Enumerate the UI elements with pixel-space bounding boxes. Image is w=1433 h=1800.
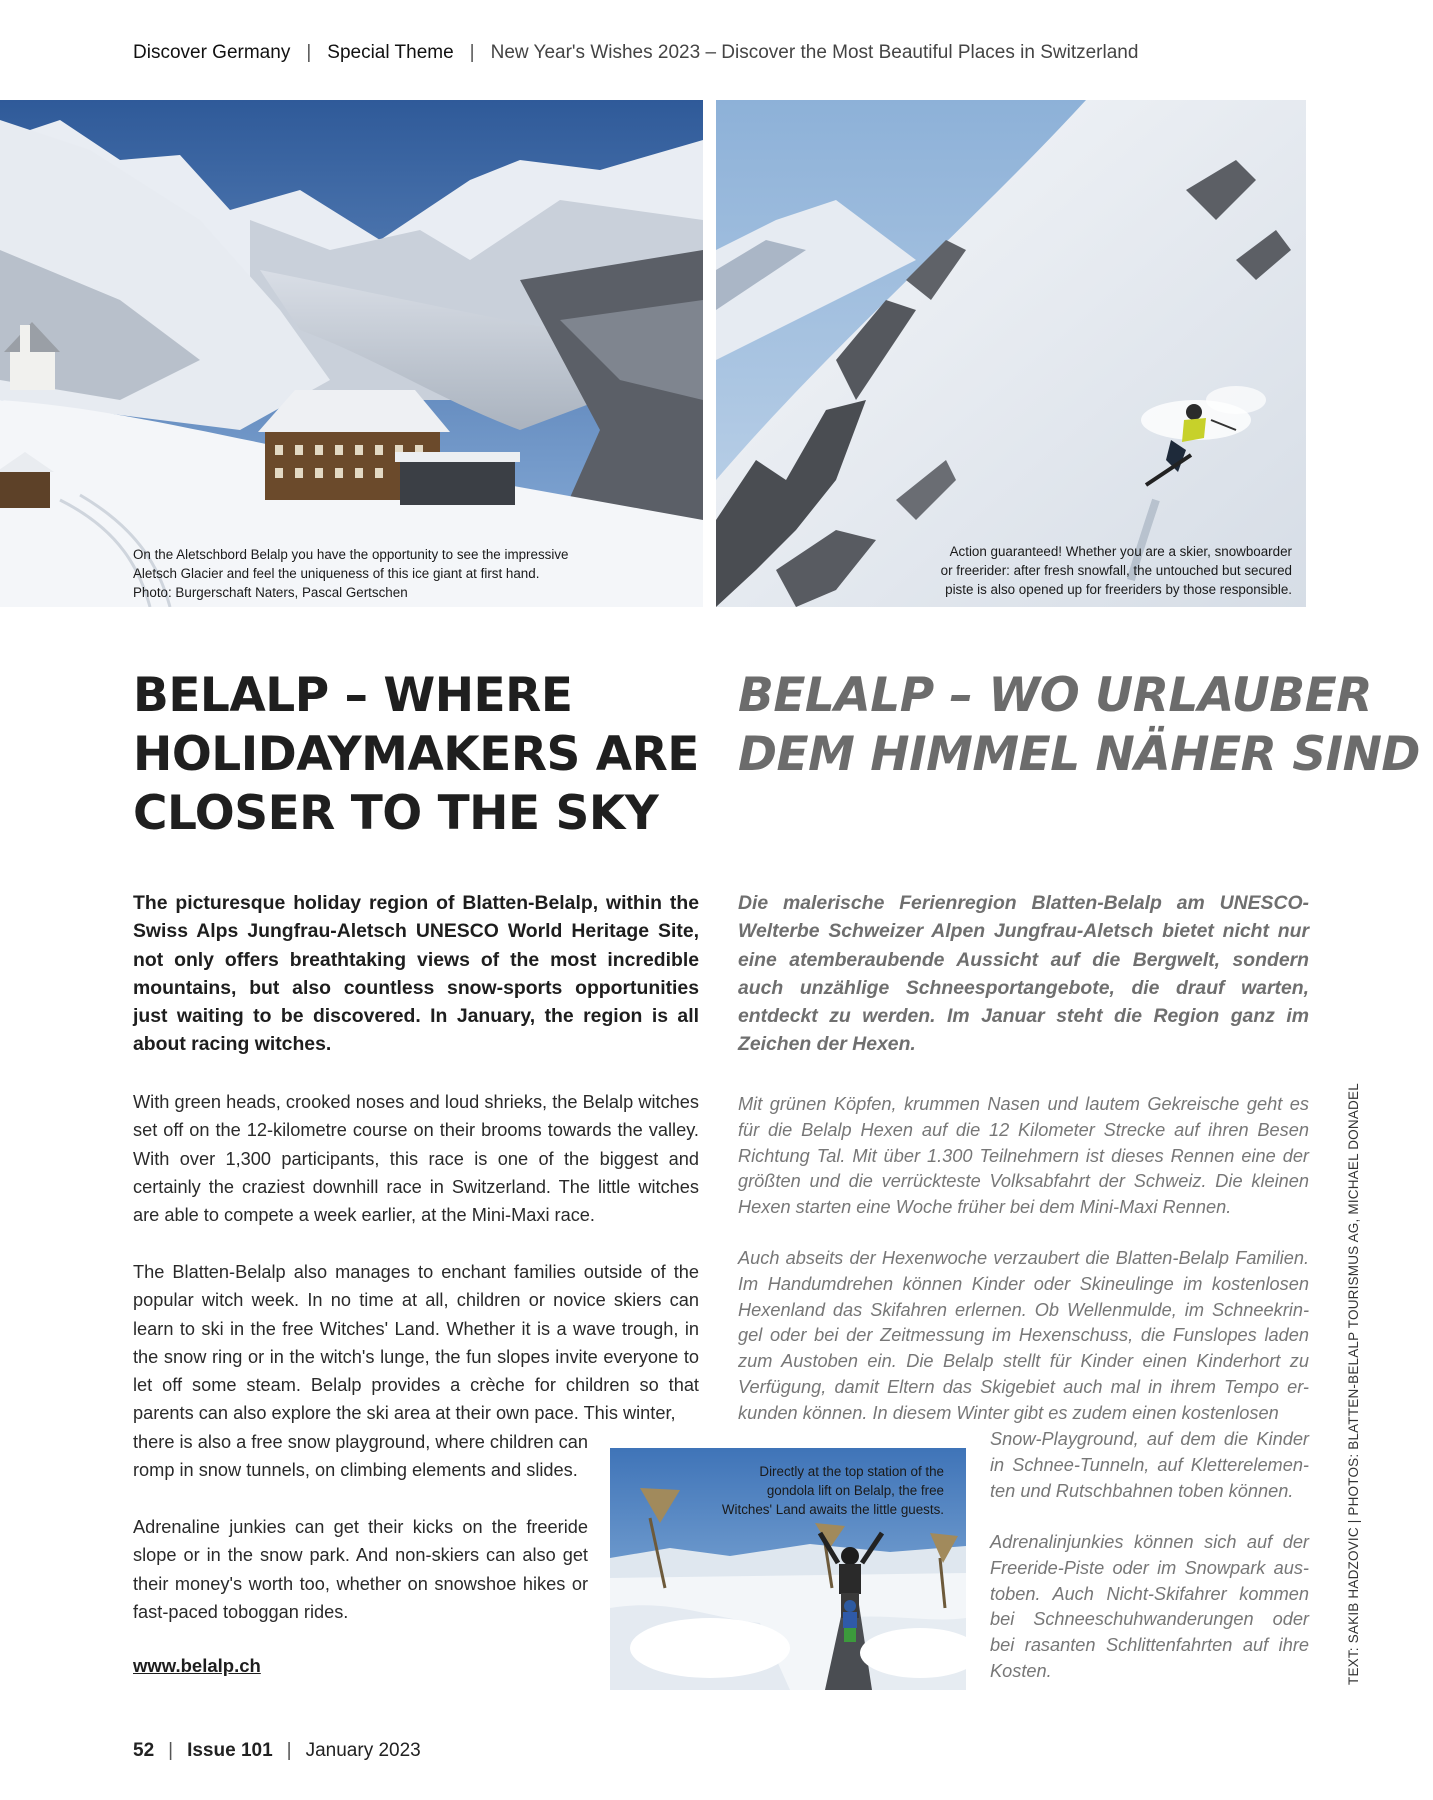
issue-date: January 2023	[305, 1740, 421, 1761]
header-topic: New Year's Wishes 2023 – Discover the Most Beautiful Places in Switzerland	[490, 42, 1139, 63]
photo-caption-inset	[722, 1462, 944, 1519]
page-footer	[133, 1740, 421, 1762]
photo-credit-vertical: TEXT: SAKIB HADZOVIC | PHOTOS: BLATTEN-BELALP TOURISMUS AG, MICHAEL DONADEL	[1346, 1083, 1361, 1685]
headline-line: DEM HIMMEL NÄHER SIND	[738, 727, 1420, 782]
headline-line: HOLIDAYMAKERS ARE	[133, 727, 699, 782]
photo-caption-left	[133, 545, 568, 602]
headline-de	[738, 666, 1420, 784]
photo-witches-land	[610, 1448, 966, 1690]
footer-divider: |	[168, 1740, 174, 1761]
photo-caption-right	[941, 542, 1292, 599]
headline-line: BELALP – WO URLAUBER	[738, 668, 1372, 723]
caption-line: Action guaranteed! Whether you are a skier, snowboarder	[949, 544, 1292, 559]
headline-en	[133, 666, 699, 843]
headline-line: CLOSER TO THE SKY	[133, 786, 659, 841]
photo-freerider-image	[716, 100, 1306, 607]
caption-line: Directly at the top station of the	[759, 1464, 944, 1479]
body-paragraph-de: Auch abseits der Hexenwoche verzaubert die Blatten-Belalp Familien. Im Handumdrehen können Kinder oder Skineulinge im kostenlosen Hexenland das Skifahren erlernen. Ob Wellenmulde, im Schneekrin-gel oder bei der Zeitmessung im Hexenschuss, die Funslopes laden zum Austoben ein. Die Belalp stellt für Kinder einen Kinderhort zu Verfügung, damit Eltern das Skigebiet auch mal in ihrem Tempo er-kunden können. In diesem Winter gibt es zudem einen kostenlosen	[738, 1248, 1309, 1423]
header-theme: Special Theme	[327, 42, 454, 63]
body-paragraph-en: Adrenaline junkies can get their kicks on the freeride slope or in the snow park. And non-skiers can also get their money's worth too, whether on snowshoe hikes or fast-paced toboggan rides.	[133, 1517, 588, 1622]
website-link[interactable]: www.belalp.ch	[133, 1655, 261, 1676]
body-paragraph-de: Mit grünen Köpfen, krummen Nasen und lautem Gekreische geht es für die Belalp Hexen auf die 12 Kilometer Strecke auf ihren Besen Richtung Tal. Mit über 1.300 Teilnehmern ist dieses Rennen eine der größten und die verrückteste Volksabfahrt der Schweiz. Die kleinen Hexen starten eine Woche früher bei dem Mini-Maxi Rennen.	[738, 1094, 1309, 1218]
photo-aletsch-glacier-image	[0, 100, 703, 607]
header-divider: |	[306, 42, 312, 63]
issue-number: Issue 101	[187, 1740, 273, 1761]
body-paragraph-de: Adrenalinjunkies können sich auf der Freeride-Piste oder im Snowpark aus-toben. Auch Nicht-Skifahrer kommen bei Schneeschuhwanderungen oder bei rasanten Schlittenfahrten auf ihre Kosten.	[990, 1532, 1309, 1681]
headline-line: BELALP – WHERE	[133, 668, 573, 723]
page-number: 52	[133, 1740, 155, 1761]
body-paragraph-en: The Blatten-Belalp also manages to enchant families outside of the popular witch week. In no time at all, children or novice skiers can learn to ski in the free Witches' Land. Whether it is a wave trough, in the snow ring or in the witch's lunge, the fun slopes invite everyone to let off some steam. Belalp provides a crèche for children so that parents can also explore the ski area at their own pace. This winter,	[133, 1262, 699, 1424]
body-paragraph-en: With green heads, crooked noses and loud shrieks, the Belalp witches set off on the 12-kilometre course on their brooms towards the valley. With over 1,300 participants, this race is one of the biggest and certainly the craziest downhill race in Switzerland. The little witches are able to compete a week earlier, at the Mini-Maxi race.	[133, 1092, 699, 1226]
caption-line: Witches' Land awaits the little guests.	[721, 1502, 944, 1517]
caption-line: Photo: Burgerschaft Naters, Pascal Gertschen	[133, 585, 408, 600]
caption-line: or freerider: after fresh snowfall, the untouched but secured	[940, 563, 1292, 578]
photo-freerider	[716, 100, 1306, 607]
header-section: Discover Germany	[133, 42, 291, 63]
body-paragraph-en: there is also a free snow playground, where children can romp in snow tunnels, on climbing elements and slides.	[133, 1432, 588, 1481]
caption-line: On the Aletschbord Belalp you have the opportunity to see the impressive	[133, 547, 569, 562]
header-divider: |	[469, 42, 475, 63]
caption-line: gondola lift on Belalp, the free	[766, 1483, 944, 1498]
body-paragraph-de: Snow-Playground, auf dem die Kinder in Schnee-Tunneln, auf Kletterelemen-ten und Rutschbahnen toben können.	[990, 1429, 1309, 1501]
caption-line: piste is also opened up for freeriders by those responsible.	[945, 582, 1292, 597]
lead-paragraph-en: The picturesque holiday region of Blatten-Belalp, within the Swiss Alps Jungfrau-Aletsch UNESCO World Heritage Site, not only offers breathtaking views of the most incredible mountains, but also countless snow-sports opportunities just waiting to be discovered. In January, the region is all about racing witches.	[133, 892, 699, 1056]
footer-divider: |	[286, 1740, 292, 1761]
photo-aletsch-glacier	[0, 100, 703, 607]
caption-line: Aletsch Glacier and feel the uniqueness of this ice giant at first hand.	[133, 566, 540, 581]
lead-paragraph-de: Die malerische Ferienregion Blatten-Belalp am UNESCO-Welterbe Schweizer Alpen Jungfrau-Aletsch bietet nicht nur eine atemberaubende Aussicht auf die Bergwelt, sondern auch unzählige Schneesportangebote, die drauf warten, entdeckt zu werden. Im Januar steht die Region ganz im Zeichen der Hexen.	[738, 892, 1309, 1056]
running-header	[133, 42, 1138, 64]
